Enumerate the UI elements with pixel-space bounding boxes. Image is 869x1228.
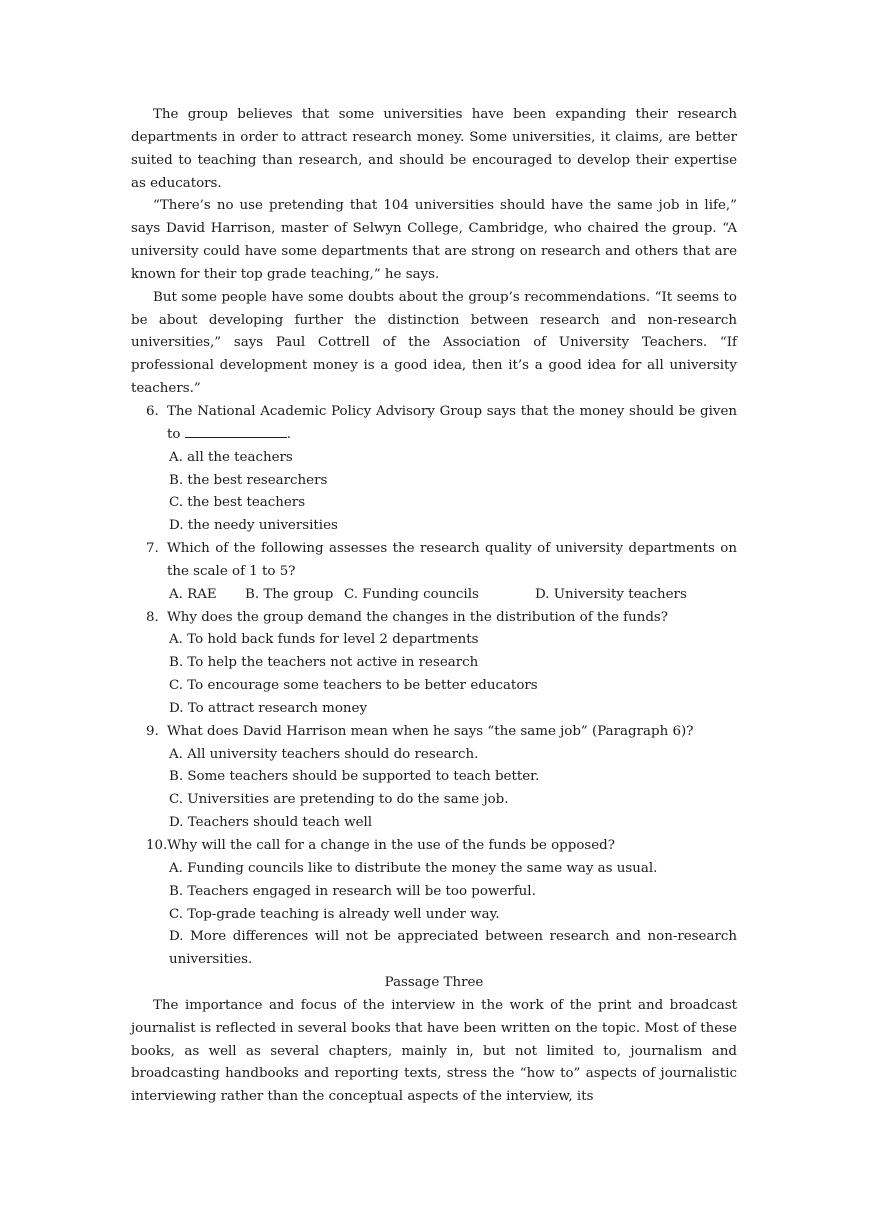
option-a: A. RAE (169, 586, 217, 602)
option-d: D. Teachers should teach well (169, 815, 373, 831)
paragraph-2: “There’s no use pretending that 104 universities should have the same job in life,” says David Harrison, master of Selwyn College, Cambridge, who chaired the group. “A university could have some departments that are strong on research and others that are known for their top grade teaching,” he says. (131, 198, 737, 282)
question-text: What does David Harrison mean when he says “the same job” (Paragraph 6)? (167, 723, 694, 739)
option-a: A. All university teachers should do research. (169, 746, 479, 762)
option-b: B. the best researchers (169, 472, 328, 488)
option-c: C. To encourage some teachers to be better educators (169, 678, 538, 694)
question-9 (131, 721, 737, 835)
option-c: C. Top-grade teaching is already well under way. (169, 906, 500, 922)
option-b: B. Teachers engaged in research will be too powerful. (169, 883, 536, 899)
passage-title: Passage Three (384, 975, 484, 991)
question-number: 8. (146, 609, 159, 625)
question-number: 6. (146, 403, 159, 419)
paragraph-1: The group believes that some universities have been expanding their research departments in order to attract research money. Some universities, it claims, are better suited to teaching than research, and should be encouraged to develop their expertise as educators. (131, 107, 737, 191)
question-6: 6. The National Academic Policy Advisory Group says that the money should be given to . A. all the teachers B. the best researchers C. the best teachers D. the needy universities (131, 401, 737, 538)
option-c: C. the best teachers (169, 495, 306, 511)
option-a: A. To hold back funds for level 2 departments (169, 632, 479, 648)
option-d: D. University teachers (535, 586, 687, 602)
question-number: 10. (146, 838, 168, 853)
question-7 (131, 538, 737, 607)
passage-three-paragraph-1: The importance and focus of the interview in the work of the print and broadcast journalist is reflected in several books that have been written on the topic. Most of these books, as well as several chapters, mainly in, but not limited to, journalism and broadcasting handbooks and reporting texts, stress the “how to” aspects of journalistic interviewing rather than the conceptual aspects of the interview, its (131, 997, 737, 1105)
option-b: B. Some teachers should be supported to teach better. (169, 769, 540, 785)
question-10 (131, 835, 737, 972)
question-number: 7. (146, 541, 159, 557)
document-page (131, 104, 737, 1109)
answer-blank (185, 425, 287, 438)
options-row (131, 584, 737, 607)
question-text: Which of the following assesses the research quality of university departments on the scale of 1 to 5? (167, 541, 737, 579)
option-c: C. Funding councils (344, 586, 479, 602)
question-text: The National Academic Policy Advisory Group says that the money should be given to (167, 403, 737, 442)
question-8 (131, 607, 737, 721)
option-b: B. To help the teachers not active in research (169, 655, 479, 671)
option-d: D. More differences will not be appreciated between research and non-research universities. (169, 929, 737, 968)
option-c: C. Universities are pretending to do the same job. (169, 792, 509, 808)
paragraph-3: But some people have some doubts about the group’s recommendations. “It seems to be about developing further the distinction between research and non-research universities,” says Paul Cottrell of the Association of University Teachers. “If professional development money is a good idea, then it’s a good idea for all university teachers.” (131, 289, 737, 397)
question-text: Why will the call for a change in the use of the funds be opposed? (167, 838, 615, 853)
question-text: Why does the group demand the changes in the distribution of the funds? (167, 609, 668, 625)
question-number: 9. (146, 723, 159, 739)
option-a: A. all the teachers (169, 449, 293, 465)
option-b: B. The group (245, 586, 334, 602)
option-d: D. the needy universities (169, 518, 338, 534)
option-a: A. Funding councils like to distribute the money the same way as usual. (169, 860, 658, 876)
option-d: D. To attract research money (169, 700, 368, 716)
